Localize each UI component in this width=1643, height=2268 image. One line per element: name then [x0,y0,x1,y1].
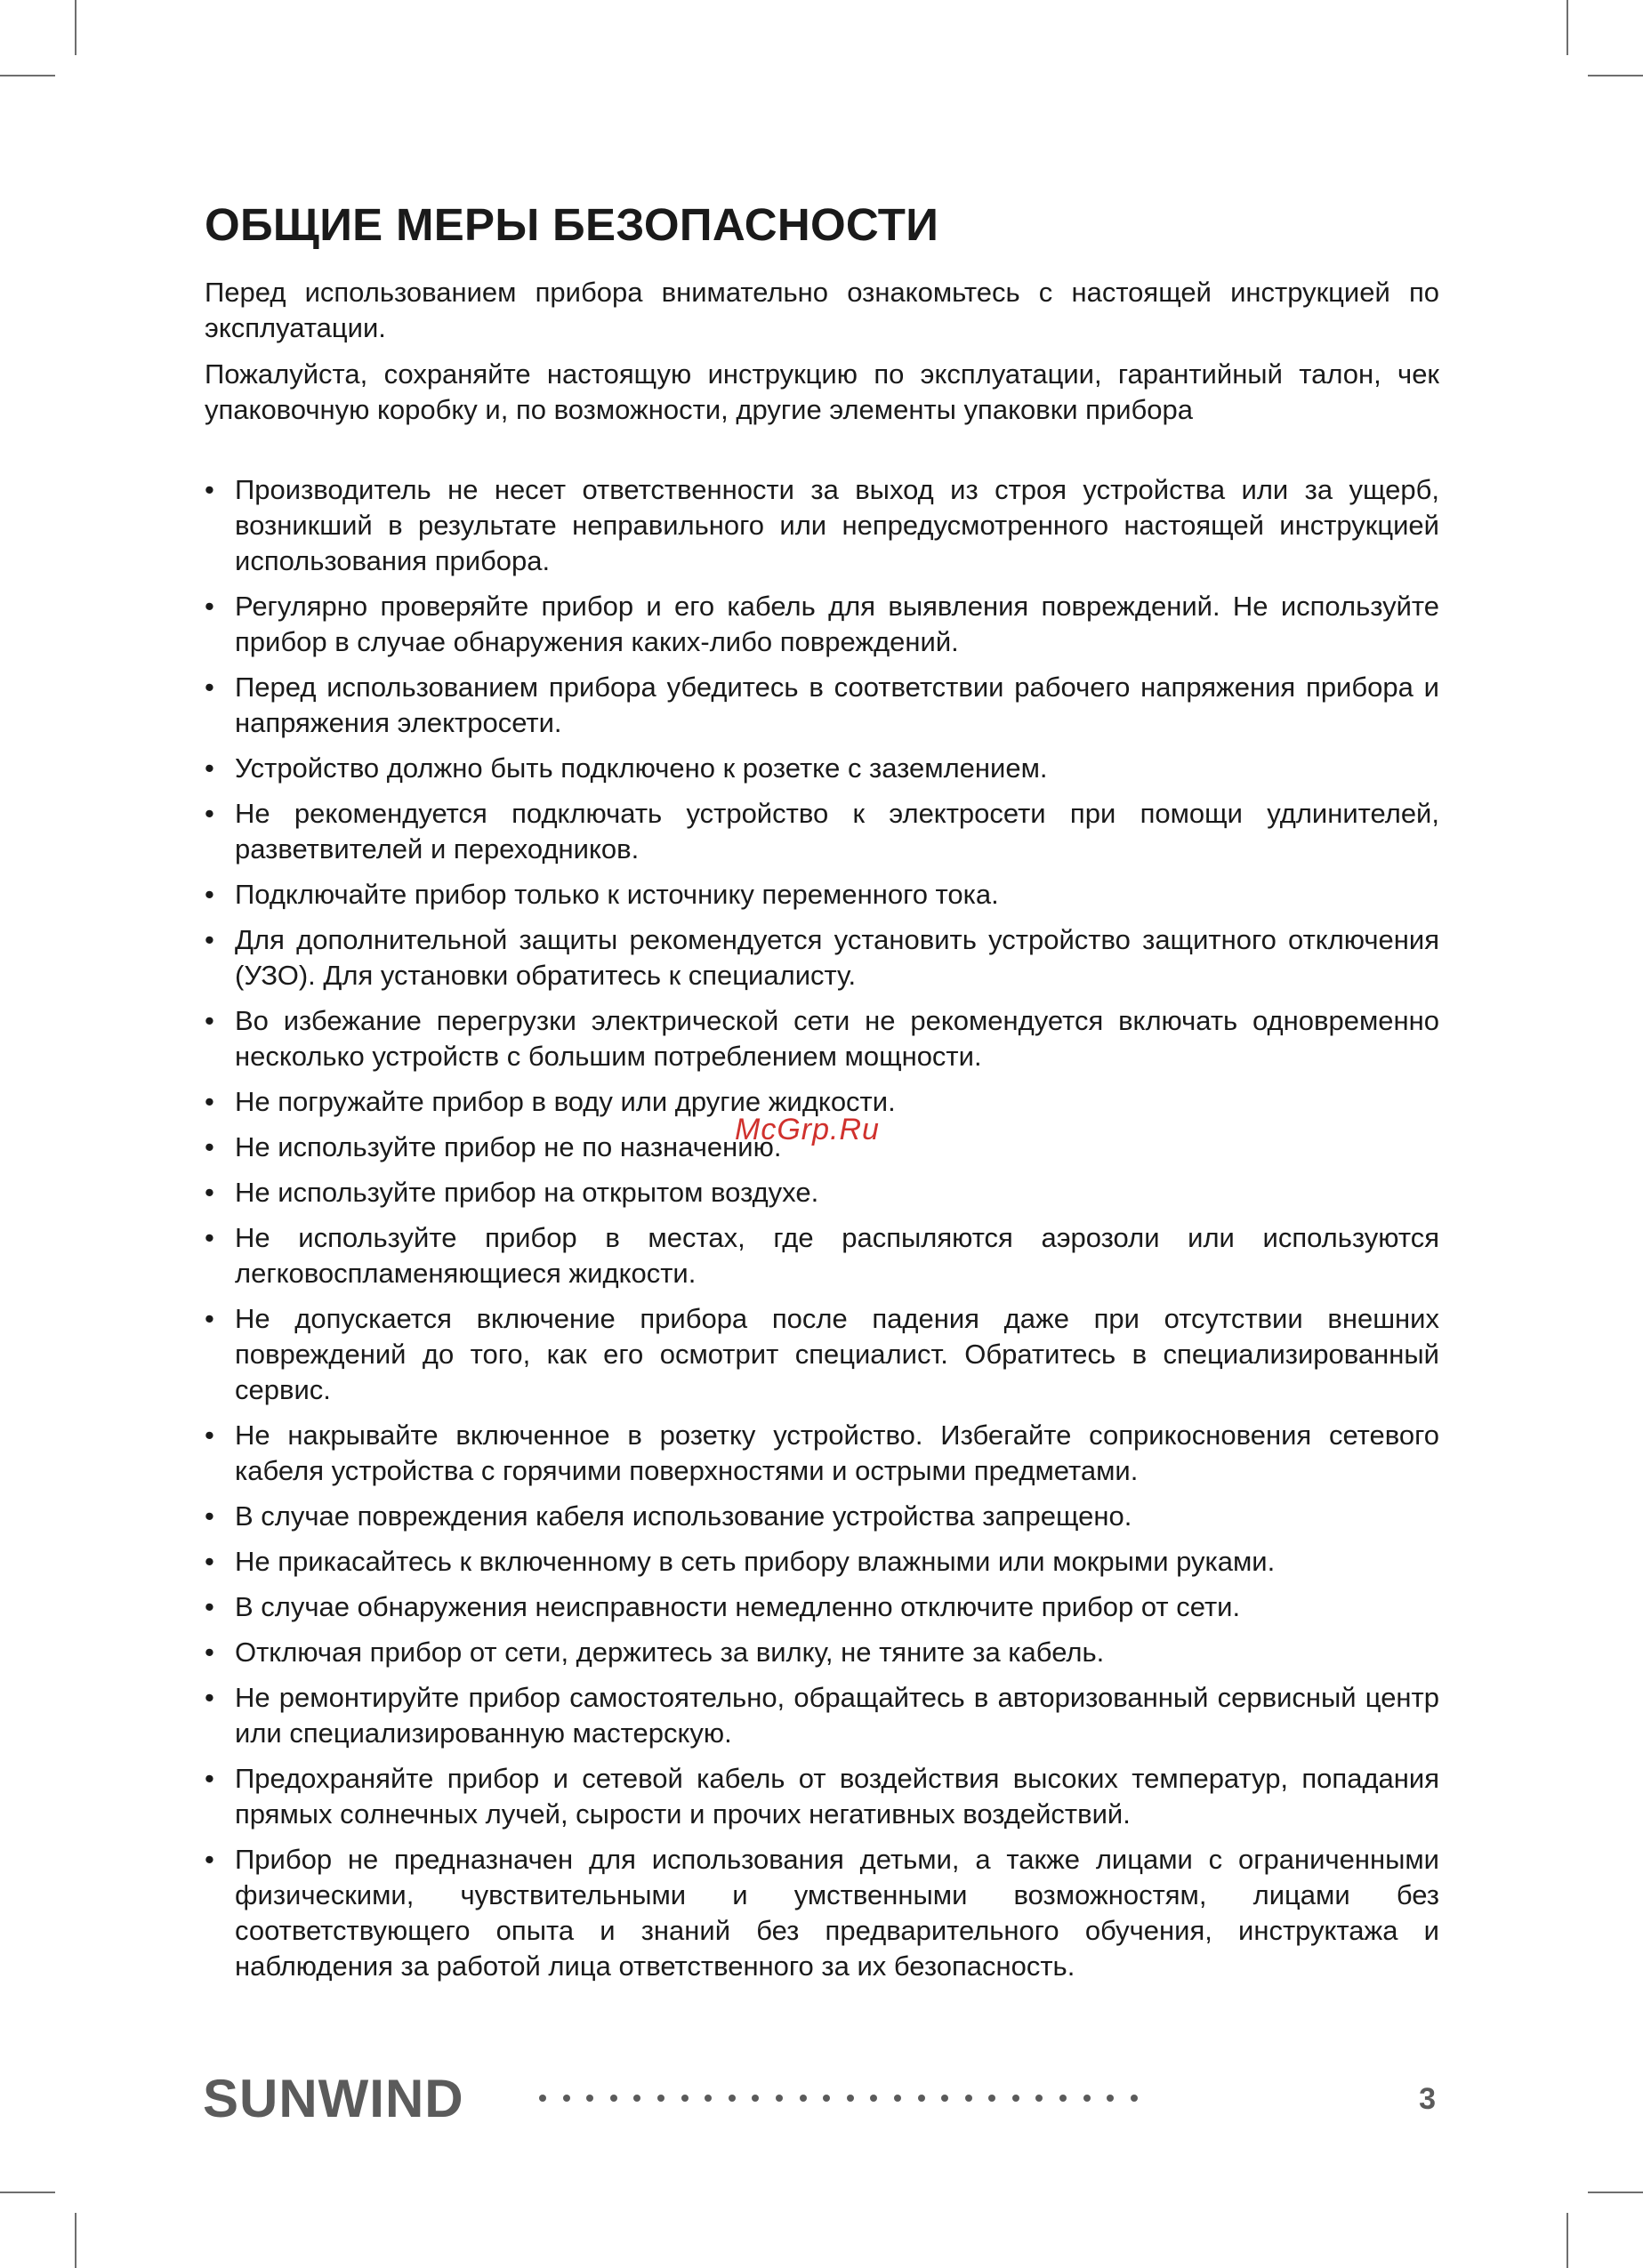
bullet-icon: • [205,1682,214,1713]
list-item [205,1418,1439,1489]
list-item [205,1680,1439,1751]
list-item [205,1220,1439,1291]
bullet-icon: • [205,1222,214,1253]
list-item [205,1301,1439,1408]
crop-mark-top-right-vertical [1566,0,1568,55]
crop-mark-bottom-left-horizontal [0,2192,55,2193]
list-item-text: Прибор не предназначен для использования детьми, а также лицами с ограниченными физическими, чувствительными и умственными возможностям, лицами без соответствующего опыта и знаний без предварительного обучения, инструктажа и наблюдения за работой лица ответственного за их безопасность. [235,1844,1439,1982]
bullet-icon: • [205,1420,214,1451]
footer-dot [894,2095,901,2102]
list-item [205,1544,1439,1580]
list-item-text: Регулярно проверяйте прибор и его кабель для выявления повреждений. Не используйте прибор в случае обнаружения каких-либо повреждений. [235,591,1439,657]
footer-dot [539,2095,546,2102]
bullet-icon: • [205,1303,214,1334]
footer-dot [610,2095,617,2102]
page-number: 3 [1419,2082,1436,2116]
footer-dot [1107,2095,1114,2102]
crop-mark-top-left-vertical [75,0,77,55]
list-item [205,670,1439,741]
bullet-icon: • [205,474,214,505]
list-item-text: В случае повреждения кабеля использование устройства запрещено. [235,1500,1132,1532]
list-item [205,1635,1439,1670]
footer-dot [918,2095,925,2102]
page-title: ОБЩИЕ МЕРЫ БЕЗОПАСНОСТИ [205,199,939,250]
crop-mark-bottom-left-vertical [75,2213,77,2268]
bullet-icon: • [205,1591,214,1622]
footer-dot [563,2095,570,2102]
footer-dot [586,2095,593,2102]
list-item [205,1761,1439,1832]
bullet-icon: • [205,1005,214,1036]
crop-mark-bottom-right-vertical [1566,2213,1568,2268]
footer-dot [823,2095,830,2102]
list-item-text: Не прикасайтесь к включенному в сеть прибору влажными или мокрыми руками. [235,1546,1276,1577]
safety-section [205,194,1439,1994]
list-item-text: Производитель не несет ответственности за выход из строя устройства или за ущерб, возникший в результате неправильного или непредусмотренного настоящей инструкцией использования прибора. [235,474,1439,576]
safety-rules-list [205,472,1439,1984]
list-item-text: Не накрывайте включенное в розетку устройство. Избегайте соприкосновения сетевого кабеля устройства с горячими поверхностями и острыми предметами. [235,1420,1439,1486]
list-item [205,1175,1439,1210]
footer-dot [1035,2095,1043,2102]
footer-dot [870,2095,877,2102]
bullet-icon: • [205,1177,214,1208]
footer-dot [1059,2095,1067,2102]
list-item-text: Перед использованием прибора убедитесь в соответствии рабочего напряжения прибора и напряжения электросети. [235,672,1439,738]
intro-paragraph-1: Перед использованием прибора внимательно ознакомьтесь с настоящей инструкцией по эксплуатации. [205,277,1439,343]
brand-logo: SUNWIND [203,2069,464,2128]
crop-mark-top-left-horizontal [0,75,55,76]
list-item [205,1589,1439,1625]
crop-mark-top-right-horizontal [1588,75,1643,76]
footer-dot [729,2095,736,2102]
footer-dot [941,2095,948,2102]
bullet-icon: • [205,1086,214,1117]
footer-dot [752,2095,759,2102]
list-item [205,1842,1439,1984]
list-item-text: Не рекомендуется подключать устройство к электросети при помощи удлинителей, разветвителей и переходников. [235,798,1439,865]
list-item-text: Не допускается включение прибора после падения даже при отсутствии внешних повреждений до того, как его осмотрит специалист. Обратитесь в специализированный сервис. [235,1303,1439,1405]
footer-dot [847,2095,854,2102]
list-item-text: Для дополнительной защиты рекомендуется установить устройство защитного отключения (УЗО). Для установки обратитесь к специалисту. [235,924,1439,991]
list-item-text: Отключая прибор от сети, держитесь за вилку, не тяните за кабель. [235,1637,1105,1668]
bullet-icon: • [205,1844,214,1875]
bullet-icon: • [205,1131,214,1162]
intro-paragraph-2: Пожалуйста, сохраняйте настоящую инструкцию по эксплуатации, гарантийный талон, чек упаковочную коробку и, по возможности, другие элементы упаковки прибора [205,358,1439,425]
footer-dot [800,2095,807,2102]
footer-dot [1131,2095,1138,2102]
list-item [205,589,1439,660]
list-item-text: Не ремонтируйте прибор самостоятельно, обращайтесь в авторизованный сервисный центр или специализированную мастерскую. [235,1682,1439,1749]
watermark: McGrp.Ru [735,1113,880,1146]
crop-mark-bottom-right-horizontal [1588,2192,1643,2193]
bullet-icon: • [205,1500,214,1532]
footer-dot [1083,2095,1091,2102]
footer-dot [705,2095,712,2102]
bullet-icon: • [205,798,214,829]
list-item [205,751,1439,786]
footer-dot-leader [539,2095,1138,2102]
list-item [205,922,1439,993]
bullet-icon: • [205,1763,214,1794]
list-item-text: Не используйте прибор не по назначению. [235,1131,782,1162]
bullet-icon: • [205,1637,214,1668]
list-item-text: Не используйте прибор на открытом воздухе. [235,1177,819,1208]
list-item [205,472,1439,579]
list-item [205,1499,1439,1534]
page-footer [203,2068,1441,2130]
list-item [205,1003,1439,1074]
footer-dot [681,2095,689,2102]
bullet-icon: • [205,591,214,622]
list-item-text: Предохраняйте прибор и сетевой кабель от воздействия высоких температур, попадания прямых солнечных лучей, сырости и прочих негативных воздействий. [235,1763,1439,1830]
footer-dot [988,2095,995,2102]
list-item-text: Подключайте прибор только к источнику переменного тока. [235,879,999,910]
footer-dot [965,2095,972,2102]
footer-dot [657,2095,664,2102]
list-item-text: Устройство должно быть подключено к розетке с заземлением. [235,752,1048,784]
bullet-icon: • [205,752,214,784]
bullet-icon: • [205,1546,214,1577]
list-item [205,796,1439,867]
list-item-text: В случае обнаружения неисправности немедленно отключите прибор от сети. [235,1591,1241,1622]
bullet-icon: • [205,879,214,910]
list-item-text: Не используйте прибор в местах, где распыляются аэрозоли или используются легковоспламеняющиеся жидкости. [235,1222,1439,1289]
footer-dot [1012,2095,1019,2102]
footer-dot [776,2095,783,2102]
list-item [205,877,1439,913]
bullet-icon: • [205,924,214,955]
bullet-icon: • [205,672,214,703]
list-item-text: Не погружайте прибор в воду или другие жидкости. [235,1086,896,1117]
footer-dot [633,2095,640,2102]
list-item-text: Во избежание перегрузки электрической сети не рекомендуется включать одновременно несколько устройств с большим потреблением мощности. [235,1005,1439,1072]
